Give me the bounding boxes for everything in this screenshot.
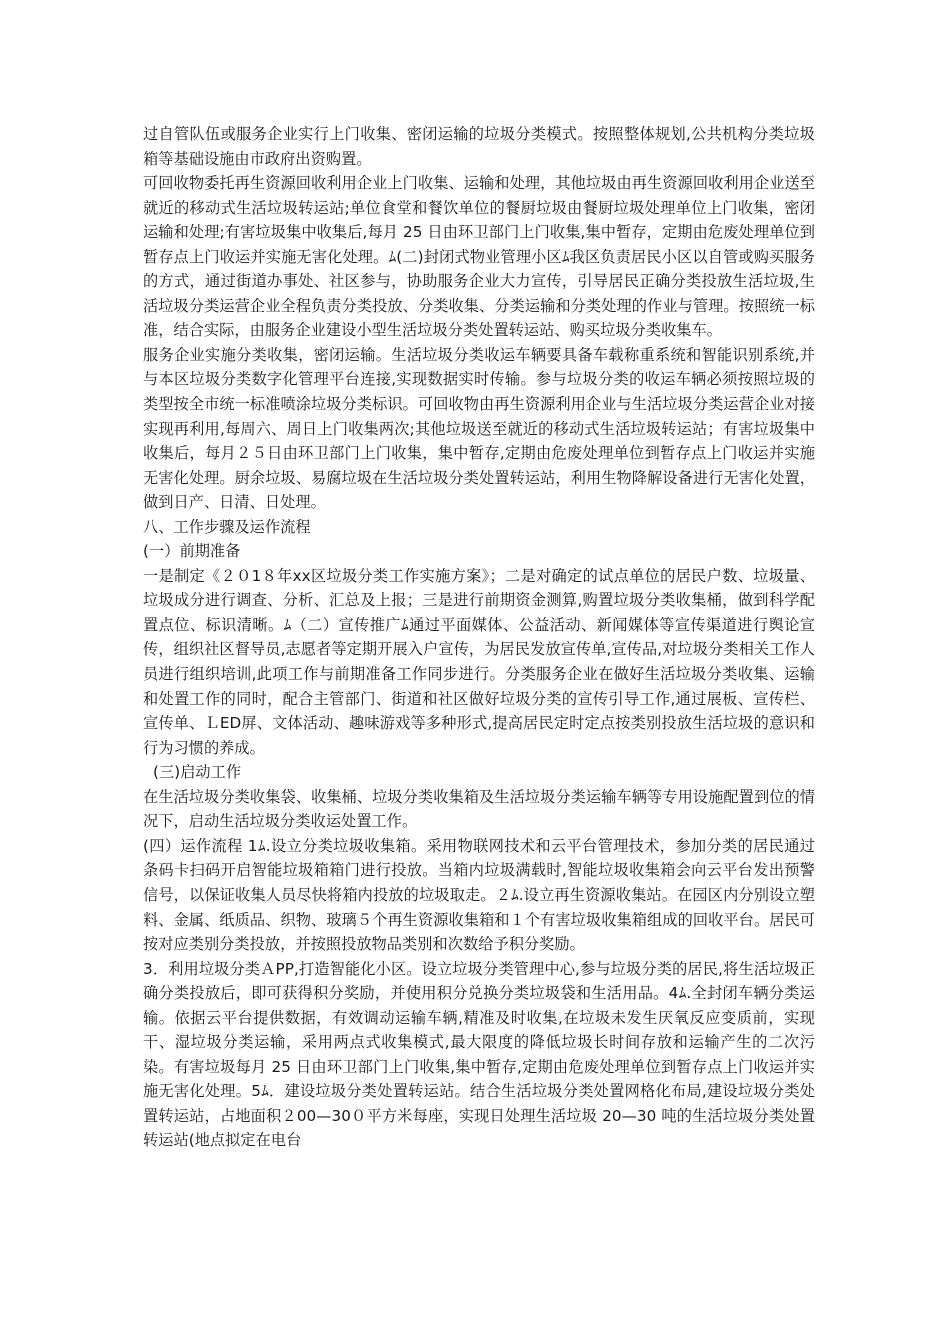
- subheading-preparation: (一）前期准备: [143, 542, 241, 561]
- paragraph-launch-details: 在生活垃圾分类收集袋、收集桶、垃圾分类收集箱及生活垃圾分类运输车辆等专用设施配置到位的情况下，启动生活垃圾分类收运处置工作。: [143, 787, 815, 831]
- paragraph-recyclables: 可回收物委托再生资源回收利用企业上门收集、运输和处理，其他垃圾由再生资源回收利用企业送至就近的移动式生活垃圾转运站;单位食堂和餐饮单位的餐厨垃圾由餐厨垃圾处理单位上门收集，密闭运输和处理;有害垃圾集中收集后,每月 25 日由环卫部门上门收集,集中暂存，定期由危废处理单位到暂存点上门收运并实施无害化处理。ﾑ(二)封闭式物业管理小区ﾑ我区负责居民小区以自管或购买服务的方式，通过街道办事处、社区参与，协助服务企业大力宣传，引导居民正确分类投放生活垃圾,生活垃圾分类运营企业全程负责分类投放、分类收集、分类运输和分类处理的作业与管理。按照统一标准，结合实际，由服务企业建设小型生活垃圾分类处置转运站、购买垃圾分类收集车。: [143, 174, 815, 340]
- paragraph-service-collection: 服务企业实施分类收集，密闭运输。生活垃圾分类收运车辆要具备车载称重系统和智能识别系统,并与本区垃圾分类数字化管理平台连接,实现数据实时传输。参与垃圾分类的收运车辆必须按照垃圾的类型按全市统一标准喷涂垃圾分类标识。可回收物由再生资源利用企业与生活垃圾分类运营企业对接实现再利用,每周六、周日上门收集两次;其他垃圾送至就近的移动式生活垃圾转运站；有害垃圾集中收集后，每月２５日由环卫部门上门收集，集中暂存,定期由危废处理单位到暂存点上门收运并实施无害化处理。厨余垃圾、易腐垃圾在生活垃圾分类处置转运站，利用生物降解设备进行无害化处置，做到日产、日清、日处理。: [143, 345, 815, 512]
- paragraph-preparation-details: 一是制定《２０1８年xx区垃圾分类工作实施方案》；二是对确定的试点单位的居民户数、垃圾量、垃圾成分进行调查、分析、汇总及上报；三是进行前期资金测算,购置垃圾分类收集桶，做到科学配置点位、标识清晰。ﾑ（二）宣传推广ﾑ通过平面媒体、公益活动、新闻媒体等宣传渠道进行舆论宣传，组织社区督导员,志愿者等定期开展入户宣传，为居民发放宣传单,宣传品,对垃圾分类相关工作人员进行组织培训,此项工作与前期准备工作同步进行。分类服务企业在做好生活垃圾分类收集、运输和处置工作的同时，配合主管部门、街道和社区做好垃圾分类的宣传引导工作,通过展板、宣传栏、宣传单、ＬED屏、文体活动、趣味游戏等多种形式,提高居民定时定点按类别投放生活垃圾的意识和行为习惯的养成。: [143, 566, 815, 757]
- paragraph-collection-mode: 过自管队伍或服务企业实行上门收集、密闭运输的垃圾分类模式。按照整体规划,公共机构分类垃圾箱等基础设施由市政府出资购置。: [143, 125, 815, 168]
- paragraph-smart-community: 3．利用垃圾分类ＡPP,打造智能化小区。设立垃圾分类管理中心,参与垃圾分类的居民,将生活垃圾正确分类投放后，即可获得积分奖励，并使用积分兑换分类垃圾袋和生活用品。4ﾑ.全封闭车辆分类运输。依据云平台提供数据，有效调动运输车辆,精准及时收集,在垃圾未发生厌氧反应变质前，实现干、湿垃圾分类运输，采用两点式收集模式,最大限度的降低垃圾长时间存放和运输产生的二次污染。有害垃圾每月 25 日由环卫部门上门收集,集中暂存,定期由危废处理单位到暂存点上门收运并实施无害化处理。5ﾑ．建设垃圾分类处置转运站。结合生活垃圾分类处置网格化布局,建设垃圾分类处置转运站，占地面积２00—30０平方米每座，实现日处理生活垃圾 20—30 吨的生活垃圾分类处置转运站(地点拟定在电台: [143, 959, 815, 1150]
- document-body: [143, 122, 815, 1153]
- section-heading-work-steps: 八、工作步骤及运作流程: [143, 517, 311, 536]
- paragraph-operation-flow: (四）运作流程 1ﾑ.设立分类垃圾收集箱。采用物联网技术和云平台管理技术，参加分类的居民通过条码卡扫码开启智能垃圾箱箱门进行投放。当箱内垃圾满载时,智能垃圾收集箱会向云平台发出预警信号，以保证收集人员尽快将箱内投放的垃圾取走。２ﾑ.设立再生资源收集站。在园区内分别设立塑料、金属、纸质品、织物、玻璃５个再生资源收集箱和１个有害垃圾收集箱组成的回收平台。居民可按对应类别分类投放，并按照投放物品类别和次数给予积分奖励。: [143, 836, 815, 954]
- subheading-launch: (三)启动工作: [153, 763, 242, 782]
